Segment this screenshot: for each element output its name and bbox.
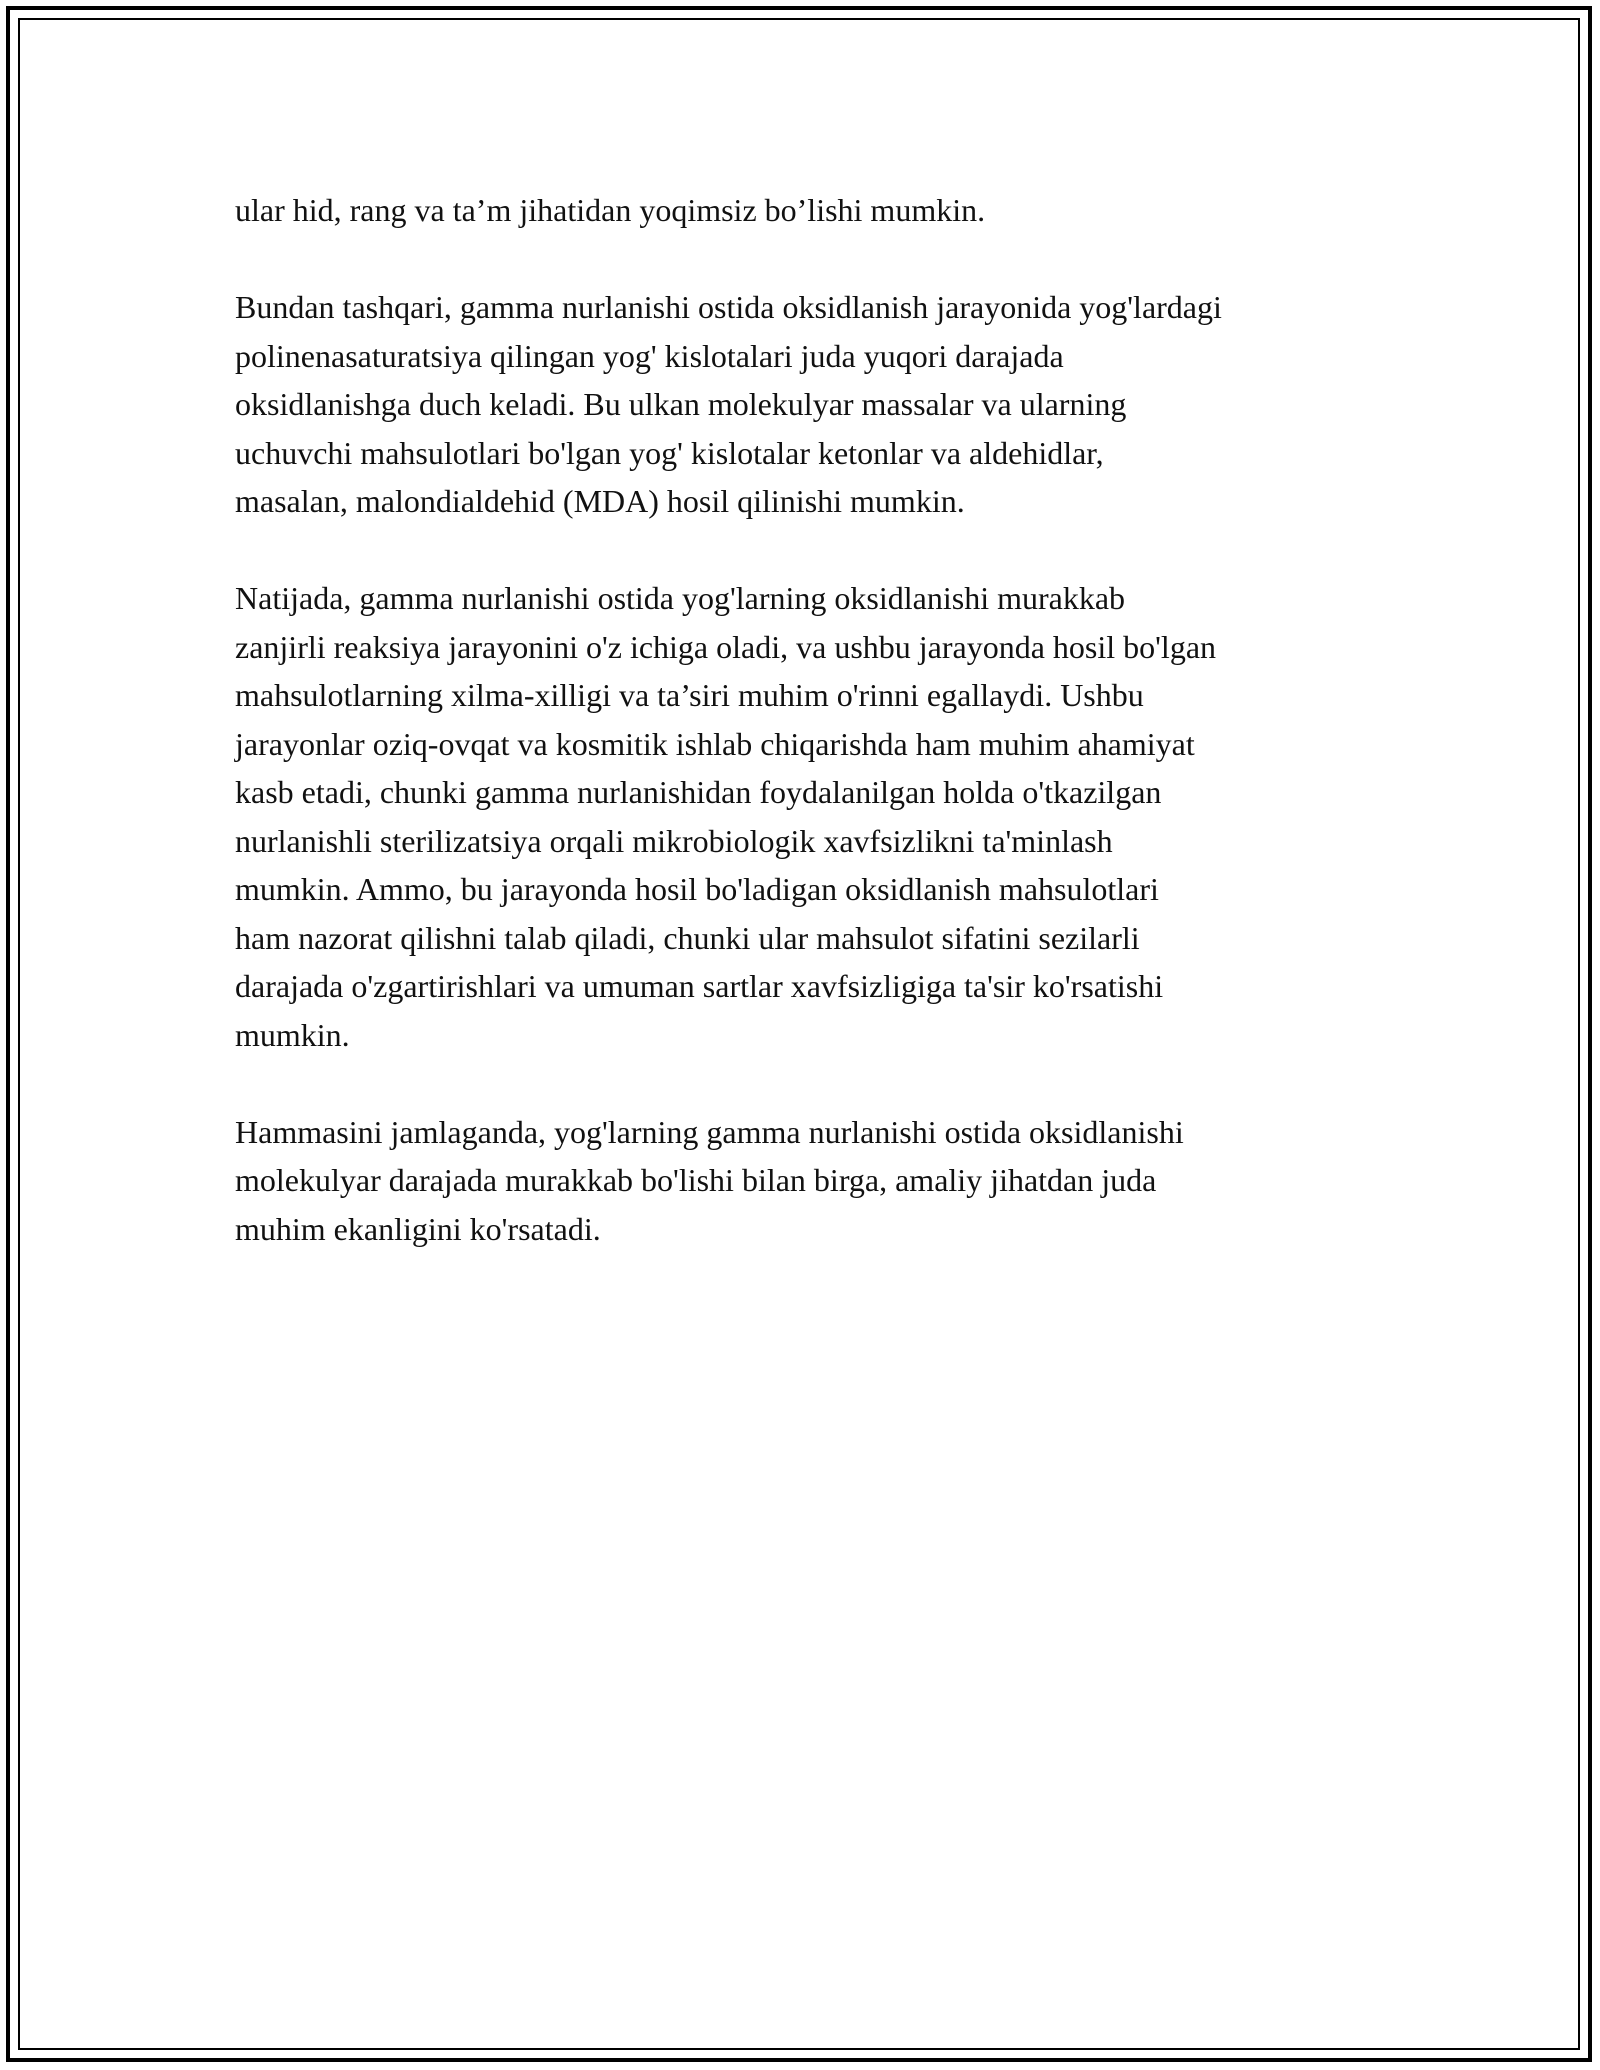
paragraph-1: ular hid, rang va ta’m jihatidan yoqimsiz bo’lishi mumkin.	[235, 192, 986, 228]
paragraph-4: Hammasini jamlaganda, yog'larning gamma nurlanishi ostida oksidlanishi molekulyar darajada murakkab bo'lishi bilan birga, amaliy jihatdan juda muhim ekanligini ko'rsatadi.	[235, 1113, 1184, 1247]
paragraph-3: Natijada, gamma nurlanishi ostida yog'larning oksidlanishi murakkab zanjirli reaksiya jarayonini o'z ichiga oladi, va ushbu jarayonda hosil bo'lgan mahsulotlarning xilma-xilligi va ta’siri muhim o'rinni egallaydi. Ushbu jarayonlar oziq-ovqat va kosmitik ishlab chiqarishda ham muhim ahamiyat kasb etadi, chunki gamma nurlanishidan foydalanilgan holda o'tkazilgan nurlanishli sterilizatsiya orqali mikrobiologik xavfsizlikni ta'minlash mumkin. Ammo, bu jarayonda hosil bo'ladigan oksidlanish mahsulotlari ham nazorat qilishni talab qiladi, chunki ular mahsulot sifatini sezilarli darajada o'zgartirishlari va umuman sartlar xavfsizligiga ta'sir ko'rsatishi mumkin.	[235, 580, 1217, 1053]
paragraph-2: Bundan tashqari, gamma nurlanishi ostida oksidlanish jarayonida yog'lardagi polinenasaturatsiya qilingan yog' kislotalari juda yuqori darajada oksidlanishga duch keladi. Bu ulkan molekulyar massalar va ularning uchuvchi mahsulotlari bo'lgan yog' kislotalar ketonlar va aldehidlar, masalan, malondialdehid (MDA) hosil qilinishi mumkin.	[235, 289, 1222, 519]
document-body	[235, 186, 1385, 1302]
